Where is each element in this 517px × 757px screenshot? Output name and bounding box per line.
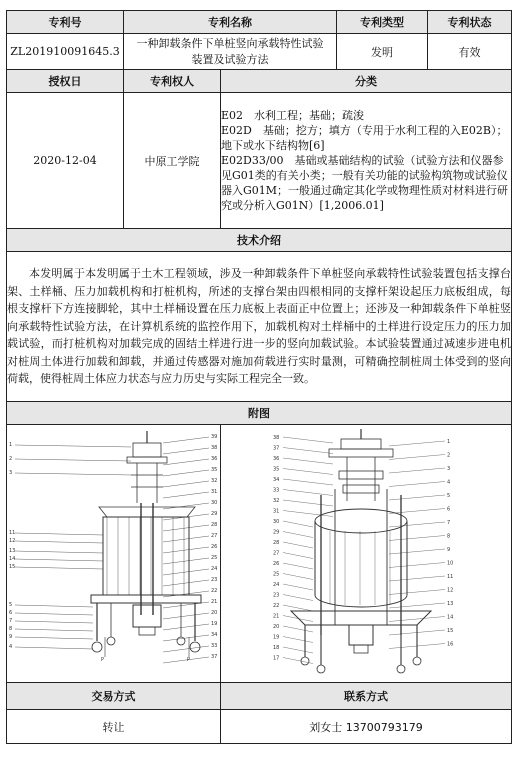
wheel [92, 642, 102, 652]
callout-number: 28 [273, 540, 280, 546]
drawing-line [163, 569, 209, 575]
contact-info: 刘女士 13700793179 [221, 710, 512, 744]
callout-number: 28 [211, 522, 218, 528]
callout-number: 24 [273, 582, 280, 588]
callout-number: 37 [211, 654, 218, 660]
drawing-line [163, 448, 209, 454]
callout-number: 17 [273, 655, 280, 662]
callout-number: 38 [273, 435, 280, 441]
patent-table [6, 10, 512, 744]
abstract-row [7, 252, 512, 402]
drawing-line [389, 522, 445, 527]
callout-number: 11 [447, 574, 454, 580]
drawing-line [283, 553, 313, 559]
drawing-line [283, 605, 313, 611]
patent-type: 发明 [337, 34, 428, 70]
patent-no-header: 专利号 [7, 11, 124, 34]
callout-number: 4 [9, 644, 13, 650]
drawing-part [103, 517, 189, 595]
drawing-line [283, 490, 333, 496]
callout-number: 13 [447, 601, 454, 607]
drawing-line [283, 521, 313, 527]
drawing-line [283, 542, 313, 548]
footer-header-row [7, 683, 512, 710]
tech-header-row [7, 229, 512, 252]
callout-number: 3 [9, 470, 13, 476]
classification-header: 分类 [221, 70, 512, 93]
callout-number: 19 [211, 621, 218, 627]
callout-number: 3 [447, 466, 451, 472]
drawing-line [163, 624, 209, 630]
callout-number: 7 [9, 618, 13, 624]
callout-number: 35 [273, 466, 280, 473]
drawing-part [127, 457, 167, 463]
patent-type-header: 专利类型 [337, 11, 428, 34]
drawing-part [133, 443, 161, 457]
cylinder-bottom [315, 595, 407, 607]
holder-header: 专利权人 [124, 70, 221, 93]
drawing-line [283, 574, 313, 580]
callout-number: 7 [447, 520, 451, 526]
callout-number: 20 [211, 610, 218, 616]
patent-no: ZL201910091645.3 [7, 34, 124, 70]
header-row-2 [7, 70, 512, 93]
section-mark: P [187, 657, 191, 663]
callout-number: 23 [273, 592, 280, 599]
callout-number: 2 [9, 456, 13, 462]
callout-number: 11 [9, 530, 16, 536]
drawing-line [15, 621, 93, 623]
drawing-line [163, 525, 209, 531]
drawing-part [139, 627, 155, 635]
drawing-line [389, 509, 445, 514]
drawing-line [163, 613, 209, 619]
trade-method: 转让 [7, 710, 221, 744]
wheel [301, 657, 309, 665]
patent-status: 有效 [428, 34, 512, 70]
drawing-line [283, 584, 313, 590]
callout-number: 35 [211, 467, 218, 473]
drawing-line [389, 617, 445, 622]
callout-number: 4 [447, 479, 451, 486]
drawing-line [389, 549, 445, 554]
callout-number: 33 [211, 643, 218, 649]
callout-number: 9 [447, 547, 451, 553]
callout-number: 13 [9, 548, 16, 554]
drawing-line [15, 629, 93, 631]
drawing-line [283, 626, 313, 632]
callout-number: 22 [211, 588, 218, 594]
drawing-line [15, 459, 131, 461]
callout-number: 5 [9, 602, 13, 608]
drawing-line [283, 647, 313, 653]
callout-number: 5 [447, 493, 451, 499]
callout-number: 27 [211, 533, 218, 539]
callout-number: 14 [447, 614, 454, 621]
callout-number: 9 [9, 634, 13, 640]
drawing-line [15, 473, 131, 475]
drawing-line [163, 481, 209, 487]
drawing-line [283, 500, 333, 506]
apparatus-front-drawing [7, 425, 221, 682]
callout-number: 16 [447, 641, 454, 648]
drawing-part [349, 625, 373, 645]
wheel [107, 637, 115, 645]
wheel [190, 642, 200, 652]
callout-number: 25 [211, 555, 218, 561]
lid [99, 507, 195, 517]
drawing-line [163, 646, 209, 652]
drawing-line [283, 437, 333, 443]
drawing-line [15, 559, 103, 561]
drawing-line [389, 563, 445, 568]
trade-method-header: 交易方式 [7, 683, 221, 710]
callout-number: 8 [447, 533, 451, 540]
drawing-part [329, 449, 393, 457]
drawing-line [389, 603, 445, 608]
drawing-line [163, 547, 209, 553]
callout-number: 15 [9, 564, 16, 570]
callout-number: 1 [447, 439, 451, 445]
wheel [413, 657, 421, 665]
callout-number: 22 [273, 603, 280, 609]
contact-header: 联系方式 [221, 683, 512, 710]
drawing-line [389, 441, 445, 446]
drawing-line [283, 532, 313, 538]
grant-info-row [7, 93, 512, 229]
patent-info-row [7, 34, 512, 70]
drawing-line [15, 613, 93, 615]
drawing-line [389, 468, 445, 473]
callout-number: 36 [273, 456, 280, 462]
drawing-line [15, 567, 103, 569]
drawing-line [283, 479, 333, 485]
callout-number: 34 [211, 632, 218, 638]
drawing-line [283, 448, 333, 454]
callout-number: 37 [273, 445, 280, 452]
drawing-line [163, 459, 209, 465]
patent-name: 一种卸载条件下单桩竖向承载特性试验装置及试验方法 [124, 34, 337, 70]
drawing-line [283, 469, 333, 475]
drawing-line [163, 470, 209, 476]
header-row [7, 11, 512, 34]
drawing-line [15, 605, 93, 607]
figure-row [7, 425, 512, 683]
callout-number: 19 [273, 634, 280, 641]
footer-value-row [7, 710, 512, 744]
base-plate [291, 611, 431, 625]
abstract-text: 本发明属于本发明属于土木工程领域，涉及一种卸载条件下单桩竖向承载特性试验装置包括支撑台架、土样桶、压力加载机构和打桩机构，所述的支撑台架由四根相同的支撑杆架设起压力底板组成，每根支撑杆下方连接脚轮，其中土样桶设置在压力底板上表面正中位置上；还涉及一种卸载条件下单桩竖向承载特性试验方法，在计算机系统的监控作用下，加载机构对土样桶中的土样进行设定压力的压力加载试验，而打桩机构对加载完成的固结土样进行进一步的竖向加载试验。本试验装置通过减速步进电机对桩周土体进行加载和卸载，并通过传感器对施加荷载进行实时量测，可精确控制桩周土体受到的竖向荷载，使得桩周土体应力状态与应力历史与实际工程完全一致。 [7, 252, 512, 402]
drawing-part [341, 439, 381, 449]
drawing-line [283, 616, 313, 622]
drawing-part [343, 485, 379, 493]
drawing-part [354, 645, 368, 653]
drawing-line [389, 536, 445, 541]
callout-number: 12 [9, 538, 16, 544]
callout-number: 30 [273, 519, 280, 525]
drawing-part [91, 595, 201, 603]
drawing-line [15, 637, 93, 639]
figure-left-cell [7, 425, 221, 683]
callout-number: 29 [211, 511, 218, 517]
drawing-line [389, 495, 445, 500]
figure-header-row [7, 402, 512, 425]
callout-number: 36 [211, 456, 218, 462]
section-mark: P [101, 657, 105, 663]
callout-number: 33 [273, 487, 280, 494]
drawing-line [15, 647, 93, 649]
wheel [317, 665, 325, 673]
callout-number: 31 [273, 508, 280, 515]
drawing-line [163, 591, 209, 597]
callout-number: 39 [211, 434, 218, 440]
apparatus-perspective-drawing [221, 425, 512, 682]
drawing-line [163, 657, 209, 663]
callout-number: 30 [211, 500, 218, 506]
callout-number: 2 [447, 452, 451, 459]
callout-number: 8 [9, 626, 13, 632]
callout-number: 32 [273, 498, 280, 504]
drawing-part [133, 605, 161, 627]
callout-number: 14 [9, 556, 16, 562]
drawing-line [163, 580, 209, 586]
drawing-line [163, 437, 209, 443]
callout-number: 34 [273, 477, 280, 483]
callout-number: 26 [211, 544, 218, 550]
callout-number: 27 [273, 550, 280, 557]
callout-number: 26 [273, 561, 280, 567]
grant-date-header: 授权日 [7, 70, 124, 93]
figure-header: 附图 [7, 402, 512, 425]
callout-number: 6 [9, 610, 13, 616]
callout-number: 10 [447, 560, 454, 567]
patent-holder: 中原工学院 [124, 93, 221, 229]
drawing-line [283, 595, 313, 601]
figure-right-cell [221, 425, 512, 683]
drawing-line [15, 551, 103, 553]
drawing-line [283, 563, 313, 569]
drawing-part [339, 471, 383, 479]
grant-date: 2020-12-04 [7, 93, 124, 229]
patent-name-header: 专利名称 [124, 11, 337, 34]
drawing-line [163, 635, 209, 641]
wheel [397, 665, 405, 673]
callout-number: 23 [211, 577, 218, 583]
callout-number: 18 [273, 645, 280, 651]
classification-text: E02 水利工程；基础；疏浚 E02D 基础；挖方；填方（专用于水利工程的入E02B）；地下或水下结构物[6] E02D33/00 基础或基础结构的试验（试验方法和仪器参见G01类的有关小类；一般有关功能的试验构筑物或试验仪器入G01M；一般通过确定其化学或物理性质对材料进行研究或分析入G01N）[1,2006.01] [221, 93, 512, 229]
callout-number: 21 [273, 613, 280, 620]
callout-number: 1 [9, 442, 13, 448]
callout-number: 15 [447, 628, 454, 634]
patent-status-header: 专利状态 [428, 11, 512, 34]
callout-number: 20 [273, 624, 280, 630]
drawing-line [389, 455, 445, 460]
drawing-line [389, 590, 445, 595]
drawing-line [389, 482, 445, 487]
drawing-line [163, 536, 209, 542]
cylinder-top [315, 509, 407, 533]
callout-number: 21 [211, 599, 218, 605]
callout-number: 24 [211, 566, 218, 572]
drawing-line [163, 558, 209, 564]
drawing-line [389, 576, 445, 581]
callout-number: 25 [273, 571, 280, 578]
drawing-line [15, 445, 131, 447]
drawing-line [283, 458, 333, 464]
drawing-line [15, 541, 103, 543]
callout-number: 6 [447, 506, 451, 513]
drawing-line [15, 533, 103, 535]
tech-intro-header: 技术介绍 [7, 229, 512, 252]
drawing-line [163, 503, 209, 509]
drawing-line [163, 492, 209, 498]
drawing-line [283, 637, 313, 643]
callout-number: 12 [447, 587, 454, 594]
callout-number: 29 [273, 529, 280, 536]
callout-number: 31 [211, 489, 218, 495]
callout-number: 38 [211, 445, 218, 451]
callout-number: 32 [211, 478, 218, 484]
